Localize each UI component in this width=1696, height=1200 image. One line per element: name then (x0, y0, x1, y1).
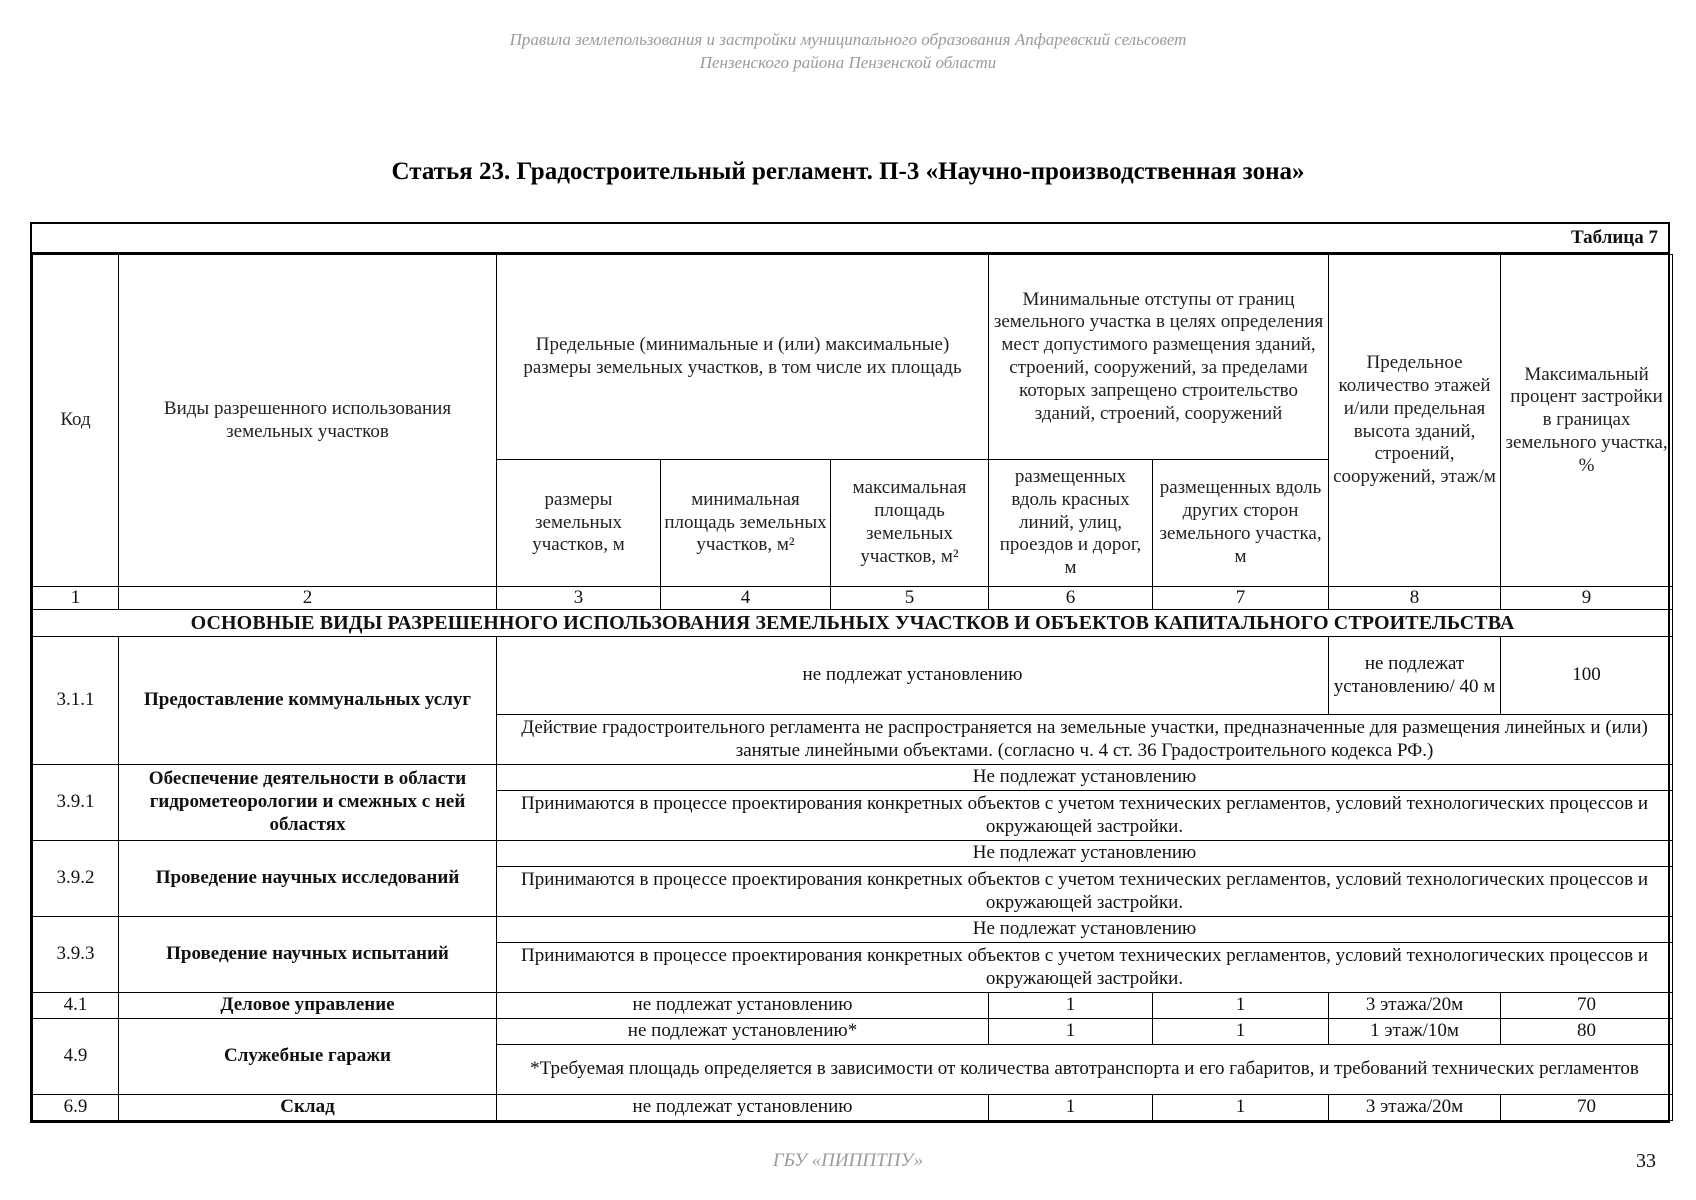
row-name: Служебные гаражи (119, 1019, 497, 1095)
row-percent: 70 (1501, 1095, 1673, 1121)
running-header-line-1: Правила землепользования и застройки муниципального образования Апфаревский сельсовет (509, 30, 1187, 49)
table-row (33, 765, 1673, 791)
regulation-table (32, 254, 1673, 1121)
table-row (33, 841, 1673, 867)
row-floors: 1 этаж/10м (1329, 1019, 1501, 1045)
row-code: 4.9 (33, 1019, 119, 1095)
table-row (33, 1019, 1673, 1045)
row-code: 3.9.2 (33, 841, 119, 917)
header-floors: Предельное количество этажей и/или предельная высота зданий, строений, сооружений, этаж/м (1329, 255, 1501, 587)
table-label: Таблица 7 (32, 224, 1668, 254)
row-span-value: не подлежат установлению (497, 1095, 989, 1121)
row-value-line1: Не подлежат установлению (497, 765, 1673, 791)
table-row (33, 1095, 1673, 1121)
row-code: 3.9.1 (33, 765, 119, 841)
header-sub-min-area: минимальная площадь земельных участков, м² (661, 460, 831, 587)
row-code: 4.1 (33, 993, 119, 1019)
row-indent-other-sides: 1 (1153, 993, 1329, 1019)
column-number: 5 (831, 587, 989, 610)
row-percent: 70 (1501, 993, 1673, 1019)
row-floors: не подлежат установлению/ 40 м (1329, 637, 1501, 715)
row-indent-other-sides: 1 (1153, 1095, 1329, 1121)
row-indent-red-lines: 1 (989, 1095, 1153, 1121)
row-note: *Требуемая площадь определяется в зависимости от количества автотранспорта и его габаритов, и требований технических регламентов (497, 1045, 1673, 1095)
row-code: 3.9.3 (33, 917, 119, 993)
row-name: Склад (119, 1095, 497, 1121)
row-code: 6.9 (33, 1095, 119, 1121)
column-number: 2 (119, 587, 497, 610)
row-percent: 80 (1501, 1019, 1673, 1045)
header-sub-red-lines: размещенных вдоль красных линий, улиц, проездов и дорог, м (989, 460, 1153, 587)
row-percent: 100 (1501, 637, 1673, 715)
page-number: 33 (1636, 1150, 1656, 1172)
header-indent-group: Минимальные отступы от границ земельного участка в целях определения мест допустимого размещения зданий, строений, сооружений, за пределами которых запрещено строительство зданий, строений, сооружений (989, 255, 1329, 460)
header-size-group: Предельные (минимальные и (или) максимальные) размеры земельных участков, в том числе их площадь (497, 255, 989, 460)
column-number: 8 (1329, 587, 1501, 610)
row-value-line1: Не подлежат установлению (497, 841, 1673, 867)
header-sub-other-sides: размещенных вдоль других сторон земельного участка, м (1153, 460, 1329, 587)
column-number: 4 (661, 587, 831, 610)
regulation-table-container (30, 222, 1670, 1123)
column-number: 6 (989, 587, 1153, 610)
footer-organization: ГБУ «ПИППТПУ» (772, 1150, 924, 1171)
row-name: Предоставление коммунальных услуг (119, 637, 497, 765)
row-value-line2: Принимаются в процессе проектирования конкретных объектов с учетом технических регламентов, условий технологических процессов и окружающей застройки. (497, 867, 1673, 917)
row-span-value: не подлежат установлению* (497, 1019, 989, 1045)
header-sub-sizes: размеры земельных участков, м (497, 460, 661, 587)
section-title: ОСНОВНЫЕ ВИДЫ РАЗРЕШЕННОГО ИСПОЛЬЗОВАНИЯ ЗЕМЕЛЬНЫХ УЧАСТКОВ И ОБЪЕКТОВ КАПИТАЛЬНОГО СТРОИТЕЛЬСТВА (33, 610, 1673, 637)
row-note: Действие градостроительного регламента не распространяется на земельные участки, предназначенные для размещения линейных и (или) занятые линейными объектами. (согласно ч. 4 ст. 36 Градостроительного кодекса РФ.) (497, 715, 1673, 765)
column-number: 1 (33, 587, 119, 610)
column-number: 9 (1501, 587, 1673, 610)
header-sub-max-area: максимальная площадь земельных участков, м² (831, 460, 989, 587)
running-header-line-2: Пензенского района Пензенской области (699, 53, 997, 72)
header-max-percent: Максимальный процент застройки в границах земельного участка, % (1501, 255, 1673, 587)
row-indent-other-sides: 1 (1153, 1019, 1329, 1045)
column-number: 7 (1153, 587, 1329, 610)
row-floors: 3 этажа/20м (1329, 1095, 1501, 1121)
row-name: Проведение научных испытаний (119, 917, 497, 993)
table-row (33, 993, 1673, 1019)
row-floors: 3 этажа/20м (1329, 993, 1501, 1019)
table-row (33, 917, 1673, 943)
header-code: Код (33, 255, 119, 587)
row-indent-red-lines: 1 (989, 993, 1153, 1019)
row-value-line2: Принимаются в процессе проектирования конкретных объектов с учетом технических регламентов, условий технологических процессов и окружающей застройки. (497, 791, 1673, 841)
row-value-line2: Принимаются в процессе проектирования конкретных объектов с учетом технических регламентов, условий технологических процессов и окружающей застройки. (497, 943, 1673, 993)
column-number: 3 (497, 587, 661, 610)
row-name: Деловое управление (119, 993, 497, 1019)
row-code: 3.1.1 (33, 637, 119, 765)
article-title: Статья 23. Градостроительный регламент. П-3 «Научно-производственная зона» (391, 158, 1305, 185)
header-types: Виды разрешенного использования земельных участков (119, 255, 497, 587)
row-span-value: не подлежат установлению (497, 637, 1329, 715)
column-number-row (33, 587, 1673, 610)
row-value-line1: Не подлежат установлению (497, 917, 1673, 943)
row-name: Проведение научных исследований (119, 841, 497, 917)
row-name: Обеспечение деятельности в области гидрометеорологии и смежных с ней областях (119, 765, 497, 841)
row-span-value: не подлежат установлению (497, 993, 989, 1019)
table-row (33, 637, 1673, 715)
row-indent-red-lines: 1 (989, 1019, 1153, 1045)
